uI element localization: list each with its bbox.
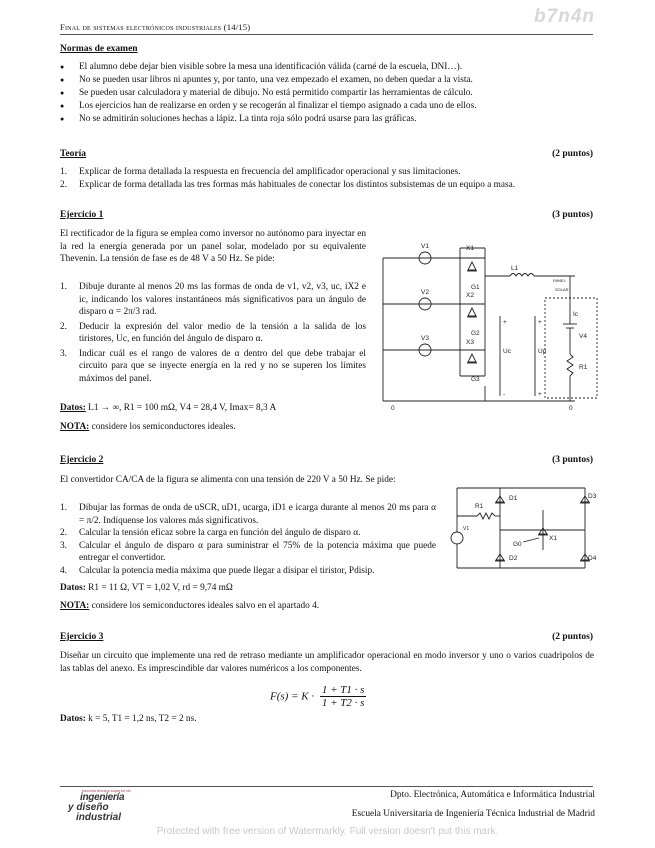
ej3-points: (2 puntos): [552, 632, 593, 642]
svg-text:G3: G3: [471, 376, 480, 383]
teoria-title: Teoría: [60, 149, 87, 159]
footer-department: Dpto. Electrónica, Automática e Informática Industrial: [390, 790, 595, 800]
normas-item: ● Se pueden usar calculadora y material de dibujo. No está permitido compartir las herramientas de cálculo.: [60, 87, 600, 100]
footer-school: Escuela Universitaria de Ingeniería Técnica Industrial de Madrid: [351, 809, 595, 819]
ej1-points: (3 puntos): [552, 210, 593, 220]
svg-text:G1: G1: [471, 284, 480, 291]
svg-text:Ic: Ic: [573, 311, 579, 318]
ej2-points: (3 puntos): [552, 455, 593, 465]
normas-title: Normas de examen: [60, 44, 138, 54]
teoria-list: [60, 166, 600, 191]
normas-item: ● El alumno debe dejar bien visible sobre la mesa una identificación válida (carné de la escuela, DNI…).: [60, 61, 600, 74]
svg-text:D4: D4: [588, 555, 597, 562]
svg-text:G0: G0: [513, 541, 522, 548]
page-header-title: Final de sistemas electrónicos industriales (14/15): [60, 22, 251, 32]
svg-text:0: 0: [569, 405, 573, 412]
ej2-circuit-diagram: [445, 480, 600, 585]
svg-text:+: +: [538, 391, 542, 398]
ej2-item: 2. Calcular la tensión eficaz sobre la carga en función del ángulo de disparo α.: [60, 528, 361, 538]
ej2-item: 3. Calcular el ángulo de disparo α para suministrar el 75% de la potencia máxima que puede entregar el convertidor.: [60, 540, 436, 563]
svg-text:+: +: [503, 319, 507, 326]
ej1-nota: NOTA: considere los semiconductores ideales.: [60, 422, 236, 432]
svg-text:V2: V2: [421, 289, 429, 296]
watermark-notice: Protected with free version of Watermarkly. Full version doesn't put this mark.: [156, 826, 499, 837]
svg-text:Up: Up: [538, 348, 547, 355]
svg-text:Uc: Uc: [503, 348, 511, 355]
ej2-intro: El convertidor CA/CA de la figura se alimenta con una tensión de 220 V a 50 Hz. Se pide:: [60, 475, 396, 485]
ej1-datos: Datos: L1 → ∞, R1 = 100 mΩ, V4 = 28,4 V, Imax= 8,3 A: [60, 403, 277, 413]
ej1-intro: El rectificador de la figura se emplea como inversor no autónomo para inyectar en la red la energía generada por un panel solar, modelado por su equivalente Thevenin. La tensión de fase es de 48 V a 50 Hz. Se pide:: [60, 229, 366, 264]
ej3-datos: Datos: k = 5, T1 = 1,2 ns, T2 = 2 ns.: [60, 714, 197, 724]
svg-text:L1: L1: [511, 265, 519, 272]
ej1-item: 3. Indicar cuál es el rango de valores de α dentro del que debe trabajar el circuito para que se inyecte energía en la red y no se superen los límites máximos del panel.: [60, 348, 366, 384]
svg-text:X1: X1: [466, 245, 474, 252]
ej1-title: Ejercicio 1: [60, 210, 104, 220]
teoria-item: 2. Explicar de forma detallada las tres formas más habituales de conectar los distintos subsistemas de un equipo a masa.: [60, 179, 516, 190]
normas-item: ● No se pueden usar libros ni apuntes y, por tanto, una vez empezado el examen, no deben quedar a la vista.: [60, 74, 600, 87]
svg-text:V4: V4: [579, 333, 587, 340]
svg-text:V3: V3: [421, 335, 429, 342]
ej2-item: 1. Dibujar las formas de onda de uSCR, uD1, ucarga, iD1 e icarga durante al menos 20 ms para α = π/2. Indíquense los valores más significativos.: [60, 503, 436, 526]
ej1-list: [60, 281, 366, 385]
svg-text:PANEL: PANEL: [553, 278, 566, 283]
svg-text:D3: D3: [588, 493, 597, 500]
svg-text:X3: X3: [466, 339, 474, 346]
ej2-nota: NOTA: considere los semiconductores ideales salvo en el apartado 4.: [60, 601, 320, 611]
ej3-intro: Diseñar un circuito que implemente una red de retraso mediante un amplificador operacional en modo inversor y uno o varios cuadripolos de las tablas del anexo. Es imprescindible dar valores numéricos a los componentes.: [60, 651, 594, 674]
ej1-item: 2. Deducir la expresión del valor medio de la tensión a la salida de los tiristores, Uc, en función del ángulo de disparo α.: [60, 321, 366, 344]
svg-text:SOLAR: SOLAR: [555, 287, 569, 292]
svg-text:X1: X1: [549, 535, 557, 542]
school-logo: escuela técnica superior de ingeniería y diseño industrial: [68, 788, 131, 823]
svg-text:D2: D2: [509, 555, 518, 562]
ej2-title: Ejercicio 2: [60, 455, 104, 465]
svg-text:+: +: [538, 319, 542, 326]
ej2-datos: Datos: R1 = 11 Ω, VT = 1,02 V, rd = 9,74 mΩ: [60, 583, 233, 593]
normas-item: ● Los ejercicios han de realizarse en orden y se recogerán al finalizar el tiempo asignado a cada uno de ellos.: [60, 100, 600, 113]
normas-list: [60, 61, 600, 126]
svg-text:X2: X2: [466, 292, 474, 299]
ej2-item: 4. Calcular la potencia media máxima que puede llegar a disipar el tiristor, Pdisip.: [60, 565, 375, 576]
ej3-formula: F(s) = K · $\frac{1 + T1 \cdot s}{1 + T2 \cdot s}$: [270, 684, 365, 709]
watermark-logo: b7n4n: [534, 6, 595, 27]
svg-text:-: -: [503, 391, 506, 398]
teoria-points: (2 puntos): [552, 149, 593, 159]
svg-text:V1: V1: [463, 526, 470, 532]
footer-divider: [60, 786, 593, 787]
svg-text:R1: R1: [579, 364, 588, 371]
ej1-item: 1. Dibuje durante al menos 20 ms las formas de onda de v1, v2, v3, uc, iX2 e ic, indicando los valores instantáneos más significativos para un ángulo de disparo α = 2π/3 rad.: [60, 282, 366, 317]
header-divider: [60, 34, 593, 35]
teoria-item: 1. Explicar de forma detallada la respuesta en frecuencia del amplificador operacional y sus limitaciones.: [60, 167, 461, 177]
normas-item: ● No se admitirán soluciones hechas a lápiz. La tinta roja sólo podrá usarse para las gráficas.: [60, 113, 600, 126]
ej3-title: Ejercicio 3: [60, 632, 104, 642]
ej1-circuit-diagram: [375, 236, 600, 414]
svg-text:R1: R1: [475, 503, 484, 510]
svg-text:G2: G2: [471, 330, 480, 337]
ej2-list: [60, 502, 436, 577]
svg-text:0: 0: [391, 405, 395, 412]
svg-text:V1: V1: [421, 243, 429, 250]
svg-text:D1: D1: [509, 495, 518, 502]
